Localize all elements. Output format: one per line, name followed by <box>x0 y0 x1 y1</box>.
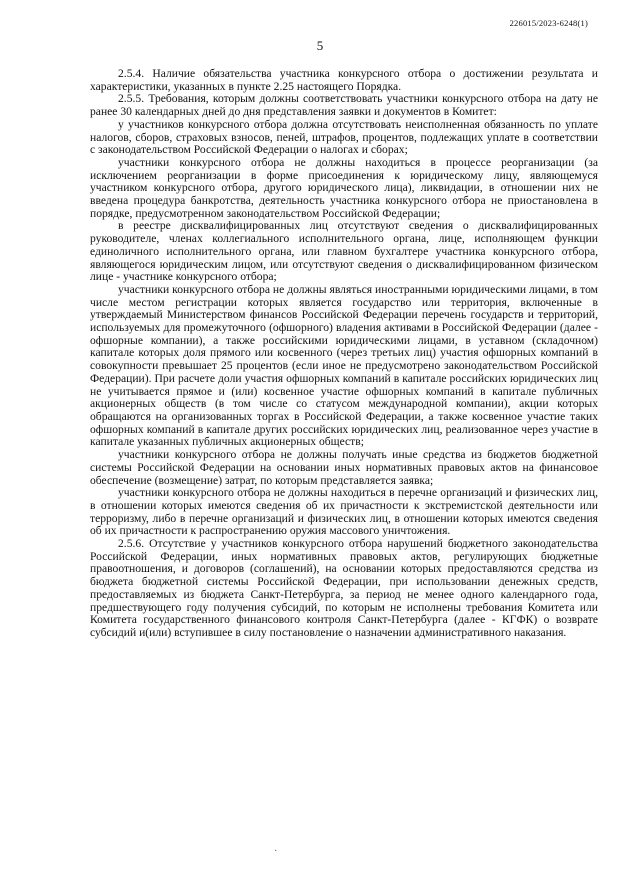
paragraph-2-5-4: 2.5.4. Наличие обязательства участника конкурсного отбора о достижении результата и характеристики, указанных в пункте 2.25 настоящего Порядка. <box>90 67 598 93</box>
document-registration-number: 226015/2023-6248(1) <box>509 18 588 28</box>
requirement-no-other-budget-funds: участники конкурсного отбора не должны получать иные средства из бюджетов бюджетной системы Российской Федерации на основании иных нормативных правовых актов на финансовое обеспечение (возмещение) затрат, по которым представляется заявка; <box>90 448 598 487</box>
paragraph-2-5-6: 2.5.6. Отсутствие у участников конкурсного отбора нарушений бюджетного законодательства Российской Федерации, иных нормативных правовых актов, регулирующих бюджетные правоотношения, и договоров (соглашений), на основании которых предоставляются средства из бюджета бюджетной системы Российской Федерации, при использовании денежных средств, предоставляемых из бюджета Санкт-Петербурга, за период не менее одного календарного года, предшествующего году получения субсидий, по которым не исполнены требования Комитета или Комитета государственного финансового контроля Санкт-Петербурга (далее - КГФК) о возврате субсидий и(или) вступившее в силу постановление о назначении административного наказания. <box>90 537 598 639</box>
scan-speck: · <box>274 846 278 857</box>
requirement-no-offshore: участники конкурсного отбора не должны являться иностранными юридическими лицами, в том числе местом регистрации которых является государство или территория, включенные в утверждаемый Министерством финансов Российской Федерации перечень государств и территорий, используемых для промежуточного (офшорного) владения активами в Российской Федерации (далее - офшорные компании), а также российскими юридическими лицами, в уставном (складочном) капитале которых доля прямого или косвенного (через третьих лиц) участия офшорных компаний в совокупности превышает 25 процентов (если иное не предусмотрено законодательством Российской Федерации). При расчете доли участия офшорных компаний в капитале российских юридических лиц не учитывается прямое и (или) косвенное участие офшорных компаний в капитале публичных акционерных обществ (в том числе со статусом международной компании), акции которых обращаются на организованных торгах в Российской Федерации, а также косвенное участие таких офшорных компаний в капитале других российских юридических лиц, реализованное через участие в капитале указанных публичных акционерных обществ; <box>90 282 598 449</box>
requirement-not-in-extremism-list: участники конкурсного отбора не должны находиться в перечне организаций и физических лиц, в отношении которых имеются сведения об их причастности к экстремистской деятельности или терроризму, либо в перечне организаций и физических лиц, в отношении которых имеются сведения об их причастности к распространению оружия массового уничтожения. <box>90 486 598 538</box>
requirement-no-reorganization: участники конкурсного отбора не должны находиться в процессе реорганизации (за исключением реорганизации в форме присоединения к юридическому лицу, являющемуся участником конкурсного отбора, другого юридического лица), ликвидации, в отношении них не введена процедура банкротства, деятельность участника конкурсного отбора не приостановлена в порядке, предусмотренном законодательством Российской Федерации; <box>90 155 598 220</box>
page-number: 5 <box>316 38 324 53</box>
document-body <box>90 68 598 640</box>
requirement-no-tax-debt: у участников конкурсного отбора должна отсутствовать неисполненная обязанность по уплате налогов, сборов, страховых взносов, пеней, штрафов, процентов, подлежащих уплате в соответствии с законодательством Российской Федерации о налогах и сборах; <box>90 117 598 157</box>
requirement-no-disqualified-persons: в реестре дисквалифицированных лиц отсутствуют сведения о дисквалифицированных руководителе, членах коллегиального исполнительного органа, лице, исполняющем функции единоличного исполнительного органа, или главном бухгалтере участника конкурсного отбора, являющегося юридическим лицом, или отсутствуют сведения о дисквалифицированном физическом лице - участнике конкурсного отбора; <box>90 219 598 284</box>
paragraph-2-5-5: 2.5.5. Требования, которым должны соответствовать участники конкурсного отбора на дату не ранее 30 календарных дней до дня представления заявки и документов в Комитет: <box>90 92 598 119</box>
